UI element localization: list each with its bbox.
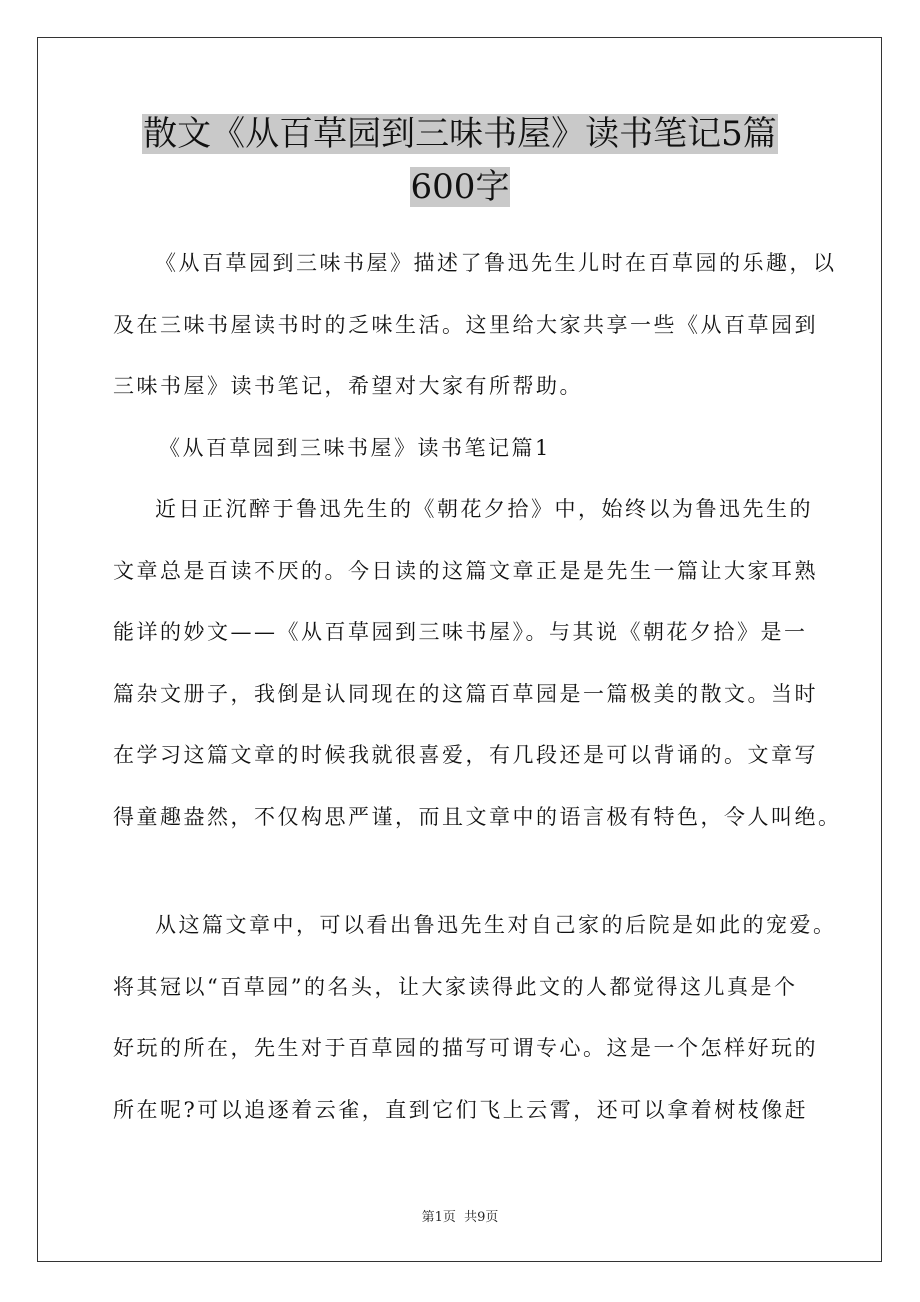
para1-line: 篇杂文册子，我倒是认同现在的这篇百草园是一篇极美的散文。当时 bbox=[113, 681, 818, 706]
section-heading: 《从百草园到三味书屋》读书笔记篇1 bbox=[159, 435, 551, 460]
para2-line: 所在呢?可以追逐着云雀，直到它们飞上云霄，还可以拿着树枝像赶 bbox=[113, 1097, 809, 1122]
intro-paragraph bbox=[113, 233, 842, 848]
para1-line: 能详的妙文——《从百草园到三味书屋》。与其说《朝花夕拾》是一 bbox=[113, 620, 808, 644]
title-text-2: 600字 bbox=[410, 167, 510, 207]
para2-line: 将其冠以“百草园”的名头，让大家读得此文的人都觉得这儿真是个 bbox=[113, 974, 798, 999]
document-title bbox=[60, 108, 860, 214]
para1-line: 近日正沉醉于鲁迅先生的《朝花夕拾》中，始终以为鲁迅先生的 bbox=[155, 497, 813, 521]
title-text-1: 散文《从百草园到三味书屋》读书笔记5篇 bbox=[143, 114, 777, 154]
page-total: 共9页 bbox=[464, 1210, 499, 1225]
para1-line: 得童趣盎然，不仅构思严谨，而且文章中的语言极有特色，令人叫绝。 bbox=[113, 804, 842, 829]
intro-line: 及在三味书屋读书时的乏味生活。这里给大家共享一些《从百草园到 bbox=[113, 312, 818, 337]
para2-line: 好玩的所在，先生对于百草园的描写可谓专心。这是一个怎样好玩的 bbox=[113, 1036, 818, 1060]
page-number: 第1页 bbox=[421, 1210, 456, 1225]
title-line-2 bbox=[60, 161, 860, 214]
para1-line: 在学习这篇文章的时候我就很喜爱，有几段还是可以背诵的。文章写 bbox=[113, 743, 818, 767]
page-footer bbox=[0, 1206, 920, 1225]
intro-line: 三味书屋》读书笔记，希望对大家有所帮助。 bbox=[113, 374, 583, 398]
paragraph-2 bbox=[113, 895, 837, 1141]
para2-line: 从这篇文章中，可以看出鲁迅先生对自己家的后院是如此的宠爱。 bbox=[155, 913, 837, 937]
intro-line: 《从百草园到三味书屋》描述了鲁迅先生儿时在百草园的乐趣，以 bbox=[155, 251, 837, 275]
para1-line: 文章总是百读不厌的。今日读的这篇文章正是是先生一篇让大家耳熟 bbox=[113, 558, 818, 583]
title-line-1 bbox=[60, 108, 860, 161]
